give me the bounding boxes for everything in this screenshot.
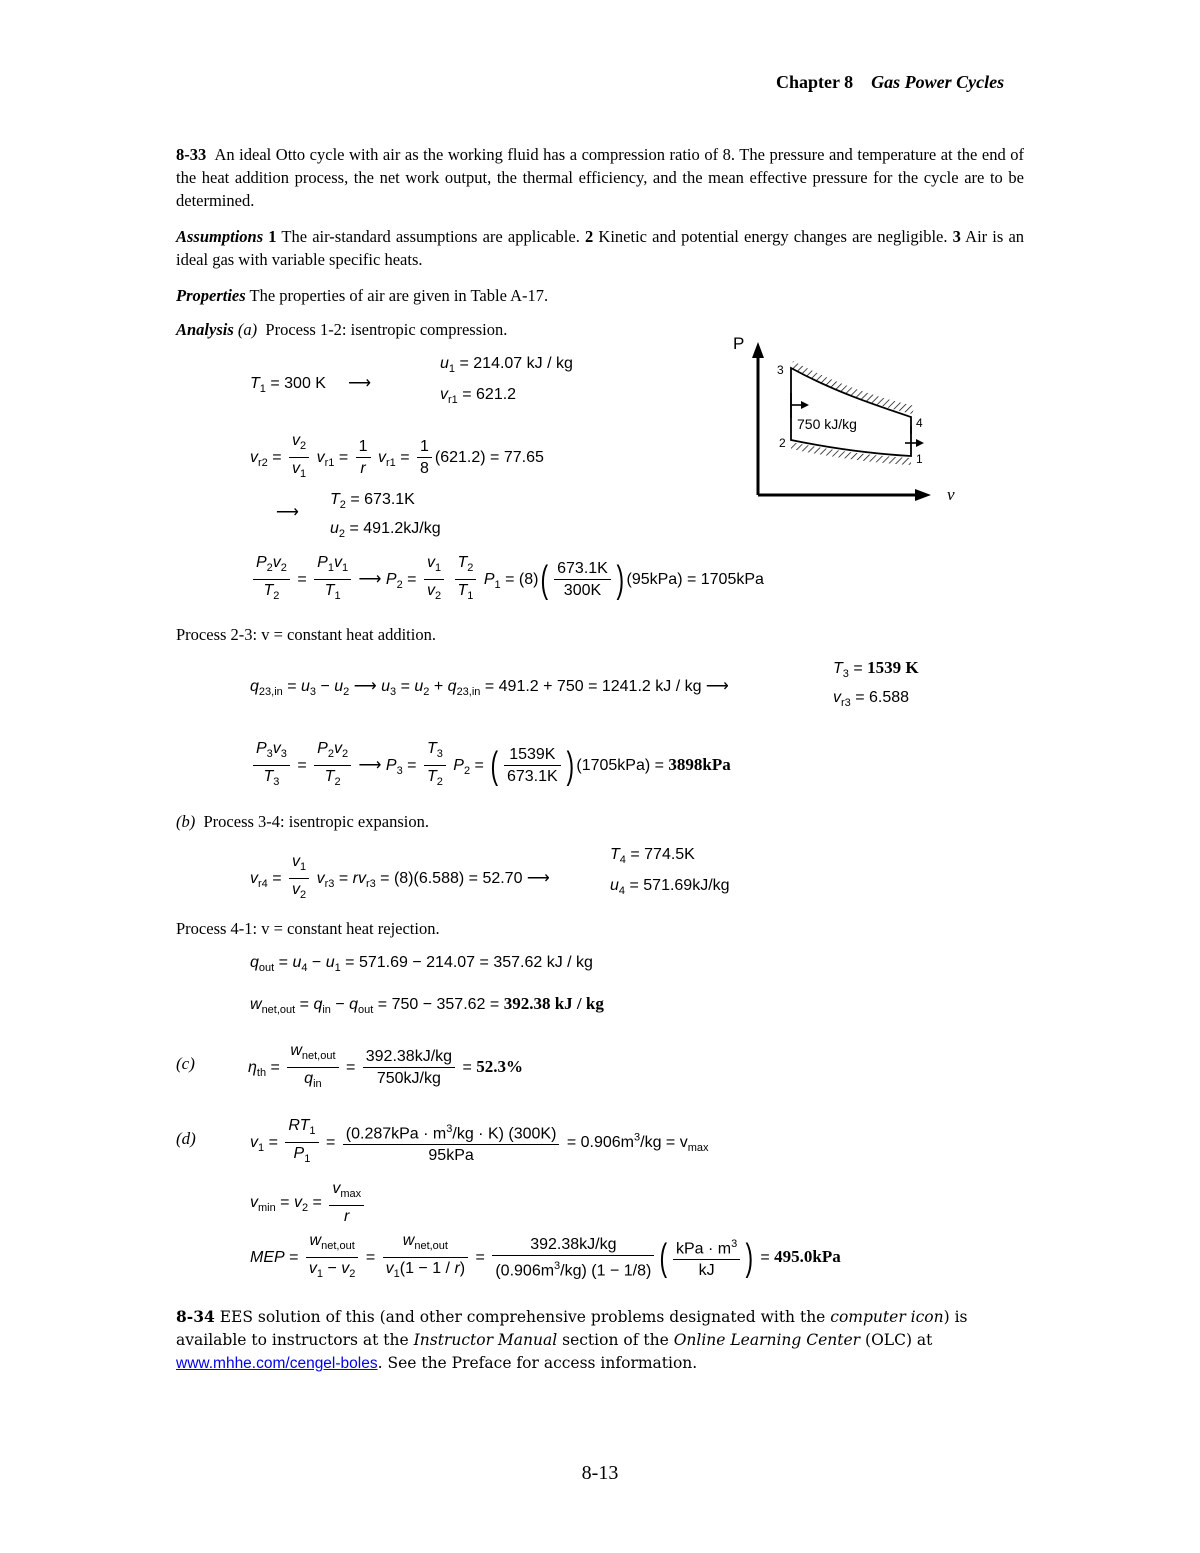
footer-text-5: section of the (562, 1331, 669, 1349)
result-wnet: 392.38 kJ / kg (503, 994, 604, 1013)
eq-p2: $\frac{P_2v_2}{T_2}$ = $\frac{P_1v_1}{T_1}$ ⟶ $P_2$ = $\frac{v_1}{v_2}$ $\frac{T_2}{T_1}$ $P_1 = (8)$( $\frac{673.1K}{300K}$ ) (95kPa) = 1705kPa (250, 552, 764, 607)
running-header (776, 72, 1004, 93)
state-4-label: 4 (916, 416, 923, 430)
otto-cycle-path (791, 368, 911, 456)
eq-u2: $u_2 = 491.2kJ/kg$ (330, 520, 441, 541)
assumption-2: Kinetic and potential energy changes are negligible. (598, 227, 948, 246)
footer-text-4: Instructor Manual (413, 1331, 558, 1349)
eq-u1: $u_1 = 214.07$ kJ / kg (440, 355, 573, 376)
page-number: 8-13 (581, 1462, 619, 1484)
eq-t3: $T_3 = 1539$ K (833, 658, 919, 681)
state-1-label: 1 (916, 452, 923, 466)
process-23: Process 2-3: v = constant heat addition. (176, 625, 436, 644)
result-t3: 1539 K (867, 658, 919, 677)
problem-8-34 (176, 1305, 1024, 1375)
eq-q23: $q_{23,in} = u_3 - u_2$ ⟶ $u_3 = u_2 + q_{23,in} = 491.2 + 750 = 1241.2$ kJ / kg ⟶ (250, 678, 729, 699)
eq-wnet: $w_{net,out} = q_{in} - q_{out} = 750 - 357.62 = 392.38$ kJ / kg (250, 994, 604, 1017)
assumptions: Assumptions 1 The air-standard assumptions are applicable. 2 Kinetic and potential energy changes are negligible. 3 Air is an ideal gas with variable specific heats. (176, 227, 1025, 269)
eq-qout: $q_{out} = u_4 - u_1 = 571.69 - 214.07 = 357.62$ kJ / kg (250, 954, 593, 975)
result-eta: 52.3% (476, 1056, 524, 1076)
arrow-t2: ⟶ (276, 504, 299, 521)
part-b-label: (b) (176, 812, 196, 831)
eq-p3: $\frac{P_3v_3}{T_3}$ = $\frac{P_2v_2}{T_2}$ ⟶ $P_3$ = $\frac{T_3}{T_2}$ $P_2$ = ( $\frac{1539K}{673.1K}$ ) (1705kPa) = 3898kPa (250, 738, 731, 793)
p-axis-arrow (752, 342, 764, 358)
pv-diagram (725, 330, 965, 510)
footer-text-8: . See the Preface for access information. (377, 1354, 698, 1372)
problem-statement (176, 143, 1024, 212)
result-mep: 495.0kPa (774, 1246, 841, 1266)
problem-text: An ideal Otto cycle with air as the working fluid has a compression ratio of 8. The pressure and temperature at the end of the heat addition process, the net work output, the thermal efficiency, and the mean effective pressure for the cycle are to be determined. (176, 145, 1024, 210)
eq-vr2: $v_{r2}$ = $\frac{v_2}{v_1}$ $v_{r1}$ = $\frac{1}{r}$ $v_{r1}$ = $\frac{1}{8}$ (621.2) = 77.65 (250, 432, 544, 481)
part-c-label: (c) (176, 1054, 195, 1073)
state-2-label: 2 (779, 436, 786, 450)
footer-text-2: computer icon (830, 1308, 944, 1326)
part-b-line (176, 810, 1024, 833)
process-34: Process 3-4: isentropic expansion. (203, 812, 429, 831)
chapter-label: Chapter 8 (776, 72, 854, 92)
properties (176, 284, 1024, 307)
analysis-label: Analysis (176, 320, 234, 339)
heat-label: 750 kJ/kg (797, 416, 857, 432)
footer-text-7: (OLC) at (865, 1331, 933, 1349)
assumption-1: The air-standard assumptions are applicable. (281, 227, 580, 246)
v-axis-label: v (947, 485, 955, 504)
properties-label: Properties (176, 286, 246, 305)
footer-text-6: Online Learning Center (673, 1331, 861, 1349)
part-a-label: (a) (237, 320, 258, 339)
eq-vr4: $v_{r4}$ = $\frac{v_1}{v_2}$ $v_{r3} = rv_{r3} = (8)(6.588) = 52.70$ ⟶ (250, 853, 550, 902)
eq-t4: $T_4 = 774.5K$ (610, 846, 695, 867)
eq-vr1: $v_{r1} = 621.2$ (440, 386, 517, 407)
result-p3: 3898kPa (668, 754, 731, 774)
assumption-3: Air is an ideal gas with variable specific heats. (176, 227, 1025, 269)
assumptions-label: Assumptions (176, 227, 264, 246)
footer-text-3: ) is available to instructors at the (176, 1308, 968, 1349)
eq-vr3: $v_{r3} = 6.588$ (833, 689, 910, 710)
p-axis-label: P (733, 334, 745, 353)
footer-text-1: EES solution of this (and other comprehensive problems designated with the (219, 1308, 826, 1326)
eq-u4: $u_4 = 571.69kJ/kg$ (610, 877, 730, 898)
eq-t1: $T_1 = 300$ K ⟶ (250, 375, 372, 396)
chapter-title: Gas Power Cycles (871, 72, 1005, 92)
state-3-label: 3 (777, 363, 784, 377)
eq-eta: $\eta_{th}$ = $\frac{w_{net,out}}{q_{in}}$ = $\frac{392.38kJ/kg}{750kJ/kg}$ = 52.3% (248, 1042, 524, 1091)
eq-t2: $T_2 = 673.1K$ (330, 491, 415, 512)
properties-text: The properties of air are given in Table A-17. (249, 286, 549, 305)
eq-v1: $v_1$ = $\frac{RT_1}{P_1}$ = $\frac{(0.287kPa \cdot m^3/kg \cdot K) (300K)}{\text{95kPa}}$ = $0.906m^3/kg = v_{max}$ (250, 1117, 709, 1166)
v-axis-arrow (915, 489, 931, 501)
problem-number: 8-33 (176, 145, 207, 164)
process-12: Process 1-2: isentropic compression. (265, 320, 508, 339)
eq-vmin: $v_{min} = v_2$ = $\frac{v_{max}}{r}$ (250, 1178, 367, 1227)
process-41: Process 4-1: v = constant heat rejection. (176, 919, 440, 938)
olc-link[interactable]: www.mhhe.com/cengel-boles (176, 1355, 378, 1372)
eq-mep: MEP = $\frac{w_{net,out}}{v_1 - v_2}$ = $\frac{w_{net,out}}{v_1(1 - 1 / r)}$ = $\frac{392.38kJ/kg}{(0.906m^3/kg) (1 - 1/8)}$ ( $\frac{kPa \cdot m^3}{kJ}$ ) = 495.0kPa (250, 1232, 841, 1281)
part-d-label: (d) (176, 1129, 196, 1148)
compression-hatch (791, 442, 911, 465)
expansion-hatch (791, 361, 915, 414)
problem-number-834: 8-34 (176, 1307, 215, 1326)
